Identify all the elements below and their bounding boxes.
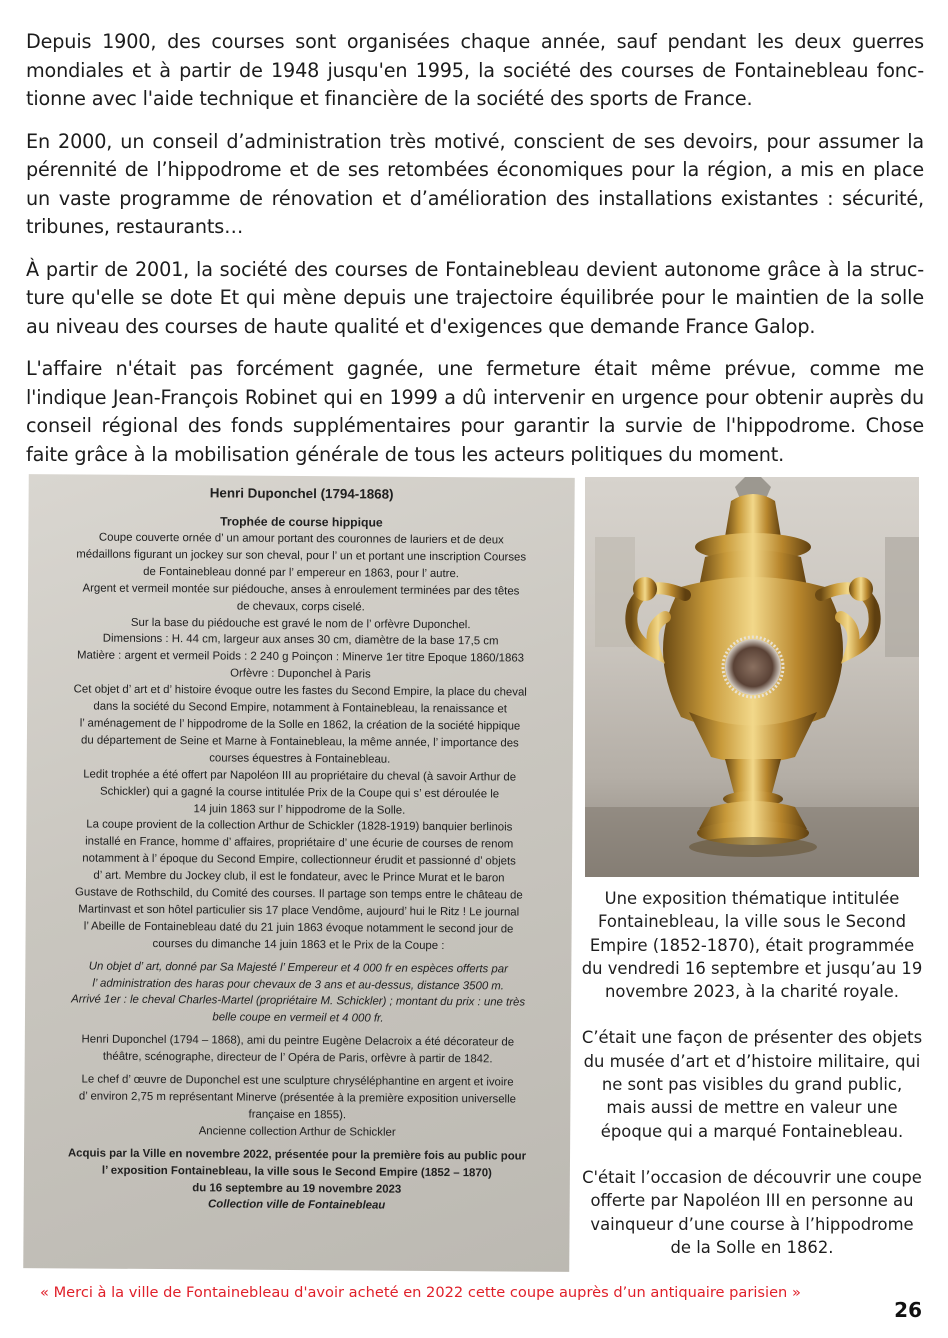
placard-quote-line: Un objet d’ art, donné par Sa Majesté l’ Empereur et 4 000 fr en espèces offerts par [88,960,508,976]
placard-quote-line: belle coupe en vermeil et 4 000 fr. [212,1011,384,1025]
placard-work-line: française en 1855). [248,1108,347,1122]
trophy-cup-icon [585,477,919,877]
placard-line: Schickler) qui a gagné la course intitulée Prix de la Coupe qui s’ est déroulée le [99,785,500,800]
page-number: 26 [894,1298,922,1322]
placard-line: de Fontainebleau donné par l’ empereur en 1863, pour l’ autre. [143,565,460,580]
placard-line: Ledit trophée a été offert par Napoléon III au propriétaire du cheval (à savoir Arthur de [83,768,517,784]
placard-line: de chevaux, corps ciselé. [236,600,365,614]
placard-line: courses équestres à Fontainebleau. [209,752,391,766]
placard-line: médaillons figurant un jockey sur son cheval, pour l’ un et portant une inscription Courses [76,548,527,564]
placard-quote-line: Arrivé 1er : le cheval Charles-Martel (propriétaire M. Schickler) ; montant du prix : une très [71,993,526,1010]
placard-line: notamment à l’ époque du Second Empire, collectionneur érudit et passionné d’ objets [82,852,516,868]
photo-caption [580,887,924,1282]
placard-line: d’ art. Membre du Jockey club, il est le fondateur, avec le Prince Murat et le baron [93,869,505,885]
placard-line: Gustave de Rothschild, du Comité des courses. Il partage son temps entre le château de [74,886,523,902]
caption-paragraph: C'était l’occasion de découvrir une coupe offerte par Napoléon III en personne au vainqueur d’une course à l’hippodrome de la Solle en 1862. [582,1167,922,1257]
placard-acquisition-line: Acquis par la Ville en novembre 2022, présentée pour la première fois au public pour [67,1147,527,1163]
placard-line: l’ aménagement de l’ hippodrome de la Solle en 1862, la création de la société hippique [79,717,521,733]
intro-paragraph: En 2000, un conseil d’administration très motivé, conscient de ses devoirs, pour assumer la pérennité de l’hippodrome et de ses retombées économiques pour la région, a mis en place un vaste programme de rénovation et d’amélioration des installations existantes : sécurité, tribunes, restaurants… [26,129,924,238]
placard-work-line: d’ environ 2,75 m représentant Minerve (présentée à la première exposition universelle [78,1090,517,1106]
thanks-footnote: « Merci à la ville de Fontainebleau d'avoir acheté en 2022 cette coupe auprès d’un antiquaire parisien » [40,1284,801,1301]
caption-paragraph: Une exposition thématique intitulée Fontainebleau, la ville sous le Second Empire (1852-1870), était programmée du vendredi 16 septembre et jusqu’au 19 novembre 2023, à la charité royale. [581,889,923,1002]
placard-line: dans la société du Second Empire, notamment à Fontainebleau, la renaissance et [93,700,507,716]
placard-work-line: Ancienne collection Arthur de Schickler [198,1125,396,1139]
placard-subtitle: Trophée de course hippique [220,514,383,530]
intro-paragraph: À partir de 2001, la société des courses de Fontainebleau devient autonome grâce à la struc-ture qu'elle se dote Et qui mène depuis une trajectoire équilibrée pour le maintien de la solle au niveau des courses de haute qualité et d'exigences que demande France Galop. [26,257,924,338]
museum-placard [23,474,575,1272]
intro-text [26,28,924,483]
placard-acquisition-line: Collection ville de Fontainebleau [208,1198,386,1213]
placard-line: Dimensions : H. 44 cm, largeur aux anses 30 cm, diamètre de la base 17,5 cm [102,633,499,648]
placard-line: Sur la base du piédouche est gravé le nom de l’ orfèvre Duponchel. [130,616,471,631]
placard-body [34,529,565,1216]
placard-line: Matière : argent et vermeil Poids : 2 240 g Poinçon : Minerve 1er titre Epoque 1860/1863 [76,649,525,665]
placard-acquisition-line: du 16 septembre au 19 novembre 2023 [192,1181,402,1196]
placard-bio-line: Henri Duponchel (1794 – 1868), ami du peintre Eugène Delacroix a été décorateur de [81,1033,515,1049]
placard-line: Orfèvre : Duponchel à Paris [230,667,371,681]
placard-quote-line: l’ administration des haras pour chevaux de 3 ans et au-dessus, distance 3500 m. [92,977,505,992]
placard-title: Henri Duponchel (1794-1868) [209,485,394,502]
placard-bio-line: théâtre, scénographe, directeur de l’ Opéra de Paris, orfèvre à partir de 1842. [102,1050,493,1066]
caption-paragraph: C’était une façon de présenter des objets du musée d’art et d’histoire militaire, qui ne sont pas visibles du grand public, mais aussi de mettre en valeur une époque qui a marqué Fontainebleau. [581,1028,923,1141]
placard-line: courses du dimanche 14 juin 1863 et le Prix de la Coupe : [152,937,445,952]
placard-line: Argent et vermeil montée sur piédouche, anses à enroulement terminées par des têtes [82,582,520,598]
placard-line: 14 juin 1863 sur l’ hippodrome de la Solle. [193,802,406,817]
placard-line: du département de Seine et Marne à Fontainebleau, la même année, l’ importance des [80,734,519,750]
placard-line: Cet objet d’ art et d’ histoire évoque outre les fastes du Second Empire, la place du cheval [73,683,527,699]
placard-line: installé en France, homme d’ affaires, propriétaire d’ une écurie de courses de renom [85,835,514,851]
intro-paragraph: L'affaire n'était pas forcément gagnée, une fermeture était même prévue, comme me l'indique Jean-François Robinet qui en 1999 a dû intervenir en urgence pour obtenir auprès du conseil régional des fonds supplémentaires pour garantir la survie de l'hippodrome. Chose faite grâce à la mobilisation générale de tous les acteurs politiques du moment. [26,357,924,466]
placard-line: l’ Abeille de Fontainebleau daté du 21 juin 1863 évoque notamment le second jour de [83,920,514,936]
placard-acquisition-line: l’ exposition Fontainebleau, la ville sous le Second Empire (1852 – 1870) [101,1164,492,1179]
intro-paragraph: Depuis 1900, des courses sont organisées chaque année, sauf pendant les deux guerres mondiales et à partir de 1948 jusqu'en 1995, la société des courses de Fontainebleau fonc-tionne avec l'aide technique et financière de la société des sports de France. [26,30,924,110]
trophy-cup-photo [585,477,919,877]
placard-work-line: Le chef d’ œuvre de Duponchel est une sculpture chryséléphantine en argent et ivoire [81,1073,514,1089]
placard-line: La coupe provient de la collection Arthur de Schickler (1828-1919) banquier berlinois [86,818,513,834]
placard-line: Coupe couverte ornée d’ un amour portant des couronnes de lauriers et de deux [98,531,504,547]
placard-line: Martinvast et son hôtel particulier sis 17 place Vendôme, aujourd’ hui le Ritz ! Le journal [78,903,520,919]
